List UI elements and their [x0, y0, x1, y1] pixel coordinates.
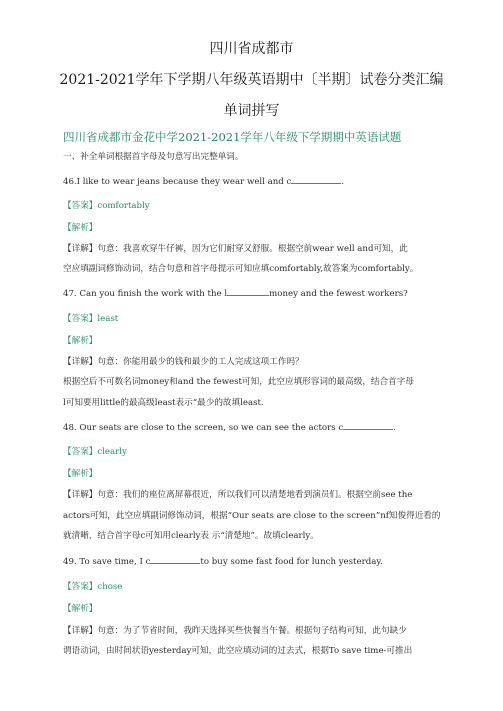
- question-stem-after: money and the fewest workers?: [269, 289, 408, 299]
- analysis-label: 【解析】: [63, 223, 98, 233]
- answer-blank: [150, 555, 200, 564]
- header-city: 四川省成都市: [209, 41, 294, 57]
- detail-line: 【详解】句意：为了节省时间，我昨天选择买些快餐当午餐。根据句子结构可知，此句缺少: [63, 626, 407, 636]
- detail-line: 【详解】句意：我喜欢穿牛仔裤，因为它们耐穿又舒服。根据空前wear well and可知，此: [63, 244, 408, 254]
- analysis-label: 【解析】: [63, 469, 98, 479]
- answer-label: 【答案】clearly: [63, 447, 127, 457]
- question-stem-before: 48. Our seats are close to the screen, so we can see the actors c: [63, 423, 344, 433]
- question-49-stem: [63, 555, 383, 567]
- analysis-label: 【解析】: [63, 604, 98, 614]
- section-title: 单词拼写: [223, 103, 280, 119]
- question-46-stem: [63, 175, 344, 187]
- detail-line: actors可知，此空应填副词修饰动词，根据“Our seats are close to the screen”nf知俊得近看的: [63, 511, 441, 521]
- detail-line: 空应填副词修饰动词，结合句意和首字母提示可知应填comfortably,故答案为comfortably。: [63, 264, 419, 274]
- answer-blank: [227, 287, 269, 296]
- answer-label: 【答案】chose: [63, 582, 123, 592]
- exam-title: 2021-2021学年下学期八年级英语期中〔半期〕试卷分类汇编: [59, 72, 444, 88]
- question-stem-before: 46.I like to wear jeans because they wear well and c: [63, 177, 292, 187]
- question-stem-after: to buy some fast food for lunch yesterday.: [200, 557, 383, 567]
- detail-line: l可知要用little的最高级least表示“最少的故填least.: [63, 398, 264, 408]
- instruction: 一、补全单词根据首字母及句意写出完整单词。: [63, 152, 244, 162]
- analysis-label: 【解析】: [63, 336, 98, 346]
- detail-line: 谓语动词，由时间状语yesterday可知，此空应填动词的过去式，根据To save time-可推出: [63, 646, 413, 656]
- question-47-stem: [63, 287, 408, 299]
- question-stem-before: 47. Can you finish the work with the l: [63, 289, 228, 299]
- question-48-stem: [63, 421, 396, 433]
- source-heading: 四川省成都市金花中学2021-2021学年八年级下学期期中英语试题: [63, 130, 402, 144]
- question-stem-after: .: [341, 177, 345, 187]
- question-stem-after: .: [393, 423, 396, 433]
- question-stem-before: 49. To save time, I c: [63, 557, 151, 567]
- detail-line: 根据空后不可数名词money和and the fewest可知，此空应填形容词的最高级，结合首字母: [63, 377, 414, 387]
- detail-line: 【详解】句意：我们的座位离屏幕很近，所以我们可以清楚地看到演员们。根据空前see the: [63, 490, 413, 500]
- answer-blank: [343, 421, 393, 430]
- detail-line: 【详解】句意：你能用最少的钱和最少的工人完成这项工作吗？: [63, 357, 304, 367]
- detail-line: 就清晰，结合首字母c可知用clearly表 示“清楚地”。故填clearly。: [63, 531, 319, 541]
- answer-label: 【答案】least: [63, 314, 119, 324]
- answer-blank: [291, 175, 341, 184]
- answer-label: 【答案】comfortably: [63, 201, 150, 211]
